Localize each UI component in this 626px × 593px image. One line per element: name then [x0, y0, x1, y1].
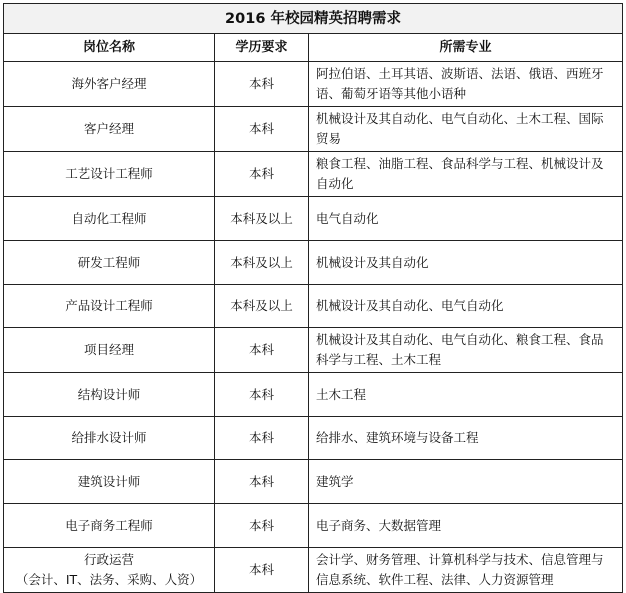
education-cell: 本科及以上: [215, 285, 309, 328]
position-cell: [4, 285, 215, 328]
education-cell: 本科及以上: [215, 241, 309, 285]
position-cell: [4, 62, 215, 107]
education-cell: 本科: [215, 504, 309, 548]
title-row: [4, 4, 623, 34]
education-cell: 本科: [215, 62, 309, 107]
table-row: [4, 504, 623, 548]
position-cell: [4, 241, 215, 285]
education-cell: 本科: [215, 107, 309, 152]
position-subtitle: （会计、IT、法务、采购、人资）: [15, 572, 203, 587]
major-cell: 土木工程: [309, 373, 623, 417]
position-cell: [4, 107, 215, 152]
table-row: [4, 107, 623, 152]
education-cell: 本科: [215, 548, 309, 593]
major-cell: 机械设计及其自动化、电气自动化: [309, 285, 623, 328]
table-row: [4, 152, 623, 197]
major-cell: 机械设计及其自动化: [309, 241, 623, 285]
position-name: 海外客户经理: [71, 76, 147, 91]
table-row: [4, 62, 623, 107]
table-row: [4, 285, 623, 328]
table-row: [4, 373, 623, 417]
position-name: 研发工程师: [77, 254, 141, 270]
position-name: 客户经理: [83, 121, 134, 136]
table-row: [4, 197, 623, 241]
major-cell: 建筑学: [309, 460, 623, 504]
education-cell: 本科: [215, 152, 309, 197]
position-name: 电子商务工程师: [65, 517, 153, 533]
major-cell: 给排水、建筑环境与设备工程: [309, 417, 623, 460]
position-name: 工艺设计工程师: [65, 166, 153, 181]
position-cell: [4, 328, 215, 373]
position-name: 给排水设计师: [71, 430, 147, 445]
education-cell: 本科: [215, 417, 309, 460]
major-cell: 机械设计及其自动化、电气自动化、粮食工程、食品科学与工程、土木工程: [309, 328, 623, 373]
table-row: [4, 548, 623, 593]
education-cell: 本科: [215, 373, 309, 417]
position-cell: [4, 548, 215, 593]
position-name: 项目经理: [83, 342, 134, 357]
position-cell: [4, 152, 215, 197]
position-cell: [4, 460, 215, 504]
position-name: 建筑设计师: [77, 473, 141, 489]
education-cell: 本科及以上: [215, 197, 309, 241]
major-cell: 阿拉伯语、土耳其语、波斯语、法语、俄语、西班牙语、葡萄牙语等其他小语种: [309, 62, 623, 107]
header-position: 岗位名称: [4, 34, 215, 62]
education-cell: 本科: [215, 328, 309, 373]
major-cell: 粮食工程、油脂工程、食品科学与工程、机械设计及自动化: [309, 152, 623, 197]
position-cell: [4, 373, 215, 417]
table-row: [4, 328, 623, 373]
position-cell: [4, 504, 215, 548]
table-row: [4, 460, 623, 504]
major-cell: 电子商务、大数据管理: [309, 504, 623, 548]
position-name: 结构设计师: [77, 386, 141, 402]
table-row: [4, 417, 623, 460]
position-name: 产品设计工程师: [65, 298, 153, 313]
education-cell: 本科: [215, 460, 309, 504]
recruitment-table: [3, 3, 623, 593]
table-title: 2016 年校园精英招聘需求: [4, 4, 623, 34]
position-name: 行政运营: [83, 552, 134, 567]
major-cell: 机械设计及其自动化、电气自动化、土木工程、国际贸易: [309, 107, 623, 152]
position-cell: [4, 197, 215, 241]
header-major: 所需专业: [309, 34, 623, 62]
header-row: [4, 34, 623, 62]
major-cell: 会计学、财务管理、计算机科学与技术、信息管理与信息系统、软件工程、法律、人力资源管理: [309, 548, 623, 593]
major-cell: 电气自动化: [309, 197, 623, 241]
table-row: [4, 241, 623, 285]
position-cell: [4, 417, 215, 460]
position-name: 自动化工程师: [71, 210, 147, 226]
header-education: 学历要求: [215, 34, 309, 62]
